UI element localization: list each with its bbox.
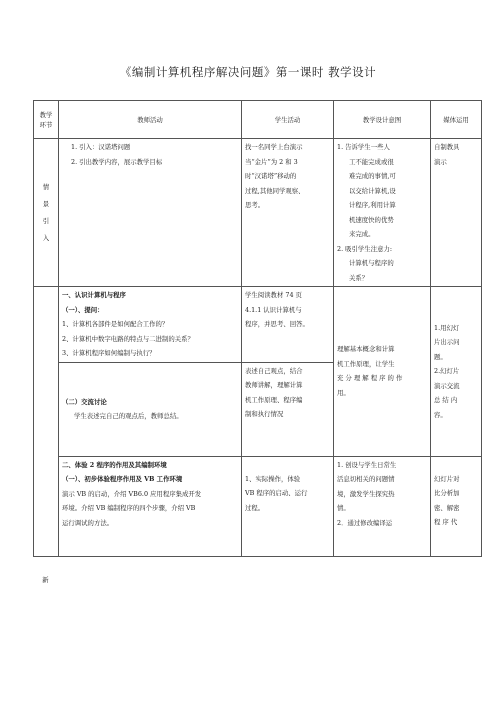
stage-new-continued [34,287,59,557]
intro-student-activity: 找一名同学上台演示 当“金片”为 2 和 3 时“汉诺塔”移动的 过程,其他同学观察、 思考。 [242,139,334,287]
section2-teacher-activity: 二、体验 2 程序的作用及其编制环境 （一）、初步体验程序作用及 VB 工作环境 演示 VB 的启动，介绍 VB6.0 应用程序集成开发 环境。介绍 VB 编制程序的四个步骤，介绍 VB 运行调试的方法。 [59,456,242,556]
table-header-row [34,101,482,139]
lesson-plan-table [33,100,482,557]
table-row-section2 [34,456,482,556]
section1-media-use: 1.用幻灯 片出示问 题。 2.幻灯片 演示交流 总 结 内 容。 [431,287,482,457]
header-student-activity: 学生活动 [242,101,334,139]
header-teacher-activity: 教师活动 [59,101,242,139]
table-row-intro [34,139,482,287]
table-row-section1-a [34,287,482,363]
section2-media-use: 幻灯片对 比分析加 密、解密 程 序 代 [431,456,482,556]
section2-student-activity: 1、实际操作，体验 VB 程序的启动、运行 过程。 [242,456,334,556]
section1-student-discussion: 表述自己观点，结合 教师讲解，理解计算 机工作原理、程序编 制和执行情况 [242,362,334,456]
section1-student-activity: 学生阅读教材 74 页 4.1.1 认识计算机与 程序，并思考、回答。 [242,287,334,363]
section1-teacher-activity: 一、认识计算机与程序 （一）、提问： 1、计算机各部件是如何配合工作的？ 2、计算机中数字电路的特点与二进制的关系？ 3、计算机程序如何编制与执行？ [59,287,242,363]
section1-design-intent: 理解基本概念和计算 机工作原理，让学生 充 分 理 解 程 序 的 作 用。 [334,287,431,457]
stage-intro: 情 景 引 入 [34,139,59,287]
stage-new-label: 新 [42,576,49,584]
intro-teacher-activity: 1. 引入：汉诺塔问题 2. 引出教学内容，展示教学目标 [59,139,242,287]
header-media-use: 媒体运用 [431,101,482,139]
header-design-intent: 教学设计意图 [334,101,431,139]
header-stage: 教学环节 [34,101,59,139]
document-title: 《编制计算机程序解决问题》第一课时 教学设计 [119,65,377,79]
intro-media-use: 自制教具 演示 [431,139,482,287]
section1-discussion: （二）交流讨论 学生表述完自己的观点后，教师总结。 [59,362,242,456]
section2-design-intent: 1. 创设与学生日常生 活息切相关的问题情 境，激发学生探究热 情。 2．通过修改编译运 [334,456,431,556]
intro-design-intent: 1. 告诉学生一些人 工不能完成或很 难完成的事情,可 以交给计算机,设 计程序,利用计算 机速度快的优势 来完成。 2. 吸引学生注意力: 计算机与程序的 关系？ [334,139,431,287]
